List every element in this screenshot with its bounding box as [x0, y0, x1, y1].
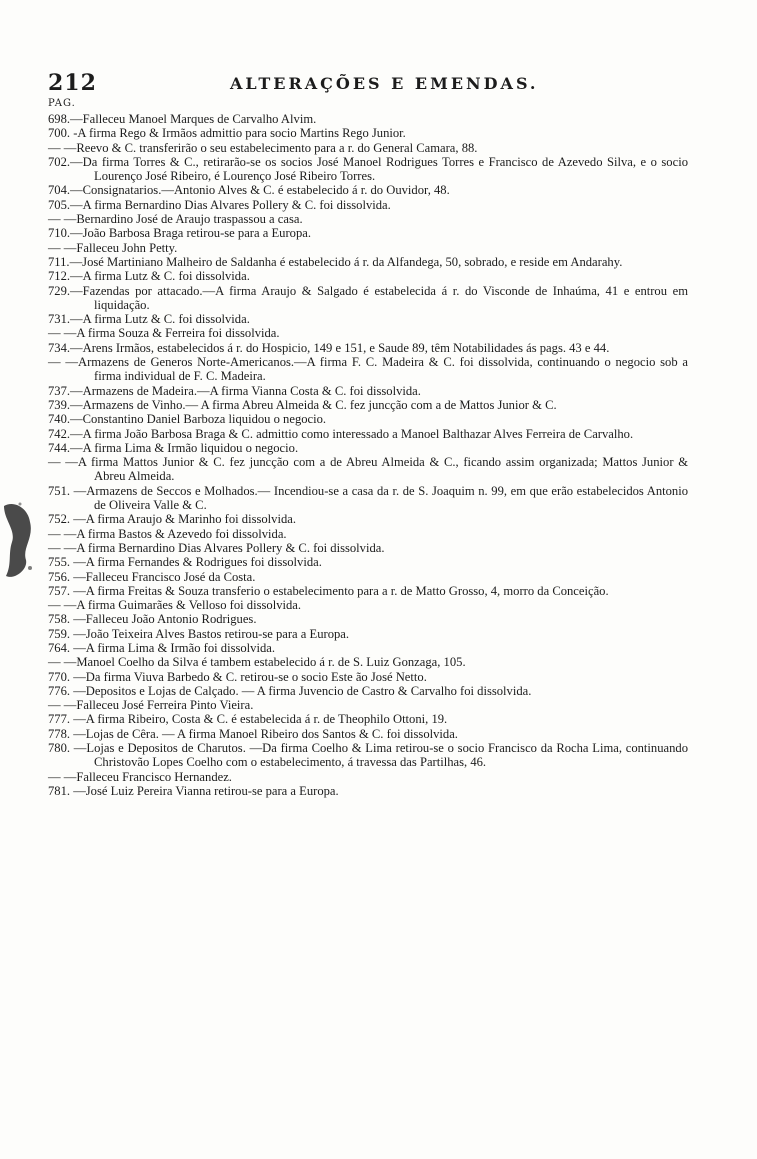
- entry-text: Manoel Coelho da Silva é tambem estabelecido á r. de S. Luiz Gonzaga, 105.: [76, 655, 466, 670]
- entry-page-ref: 752. —: [48, 512, 86, 527]
- entry-text: Fazendas por attacado.—A firma Araujo & Salgado é estabelecida á r. do Visconde de Inhaúma, 41 e entrou em liquidação.: [82, 283, 688, 312]
- entry-text: A firma Souza & Ferreira foi dissolvida.: [76, 326, 280, 341]
- entry-text: João Teixeira Alves Bastos retirou-se para a Europa.: [85, 626, 350, 641]
- entry-page-ref: 751. —: [48, 483, 87, 498]
- entry-page-ref: — —: [48, 540, 77, 555]
- list-item: [48, 698, 688, 712]
- entry-page-ref: 770. —: [48, 669, 86, 684]
- entry-text: Depositos e Lojas de Calçado. — A firma Juvencio de Castro & Carvalho foi dissolvida.: [85, 683, 532, 698]
- list-item: [48, 784, 688, 798]
- entry-page-ref: 712.—: [48, 269, 83, 284]
- entry-page-ref: — —: [48, 355, 78, 370]
- list-item: [48, 198, 688, 212]
- list-item: [48, 212, 688, 226]
- entry-page-ref: 731.—: [48, 312, 83, 327]
- list-item: [48, 326, 688, 340]
- running-title: ALTERAÇÕES E EMENDAS.: [230, 74, 539, 93]
- entry-page-ref: 698.—: [48, 112, 83, 126]
- entry-page-ref: 780. —: [48, 741, 87, 756]
- list-item: [48, 712, 688, 726]
- entry-text: Armazens de Seccos e Molhados.— Incendiou-se a casa da r. de S. Joaquim n. 99, em que erão estabelecidos Antonio de Oliveira Valle & C.: [86, 483, 689, 513]
- list-item: [48, 384, 688, 398]
- entry-text: A firma João Barbosa Braga & C. admittio como interessado a Manoel Balthazar Alves Ferreira de Carvalho.: [82, 426, 634, 441]
- list-item: [48, 527, 688, 541]
- list-item: [48, 241, 688, 255]
- entry-page-ref: — —: [48, 698, 77, 713]
- entry-text: Arens Irmãos, estabelecidos á r. do Hospicio, 149 e 151, e Saude 89, têm Notabilidades ás pags. 43 e 44.: [82, 340, 610, 355]
- list-item: [48, 684, 688, 698]
- entry-text: Falleceu Francisco Hernandez.: [76, 769, 232, 784]
- entry-text: Falleceu Manoel Marques de Carvalho Alvim.: [82, 112, 317, 126]
- entry-text: José Luiz Pereira Vianna retirou-se para a Europa.: [85, 783, 339, 798]
- entry-text: Armazens de Madeira.—A firma Vianna Costa & C. foi dissolvida.: [82, 383, 421, 398]
- entry-page-ref: — —: [48, 140, 77, 155]
- entry-text: João Barbosa Braga retirou-se para a Europa.: [82, 226, 311, 241]
- entry-page-ref: 704.—: [48, 183, 83, 198]
- entry-text: Falleceu Francisco José da Costa.: [85, 569, 256, 584]
- entry-page-ref: 756. —: [48, 569, 86, 584]
- list-item: [48, 655, 688, 669]
- entry-page-ref: 740.—: [48, 412, 83, 427]
- entry-page-ref: 778. —: [48, 726, 86, 741]
- list-item: [48, 126, 688, 140]
- list-item: [48, 412, 688, 426]
- list-item: [48, 612, 688, 626]
- page-header: [48, 70, 688, 96]
- entry-page-ref: 710.—: [48, 226, 83, 241]
- entry-text: A firma Mattos Junior & C. fez juncção com a de Abreu Almeida & C., ficando assim organizada; Mattos Junior & Abreu Almeida.: [77, 455, 688, 484]
- entry-text: Reevo & C. transferirão o seu estabelecimento para a r. do General Camara, 88.: [76, 140, 478, 155]
- entry-text: José Martiniano Malheiro de Saldanha é estabelecido á r. da Alfandega, 50, sobrado, e reside em Andarahy.: [82, 254, 623, 269]
- list-item: [48, 584, 688, 598]
- list-item: [48, 398, 688, 412]
- entry-page-ref: 700. -: [48, 126, 78, 141]
- entry-page-ref: 758. —: [48, 612, 86, 627]
- entry-page-ref: — —: [48, 769, 77, 784]
- entry-text: A firma Lima & Irmão liquidou o negocio.: [82, 440, 299, 455]
- entry-text: A firma Araujo & Marinho foi dissolvida.: [85, 512, 297, 527]
- list-item: [48, 555, 688, 569]
- list-item: [48, 770, 688, 784]
- pag-column-label: PAG.: [48, 98, 76, 109]
- entry-text: A firma Lutz & C. foi dissolvida.: [82, 269, 250, 284]
- list-item: [48, 598, 688, 612]
- list-item: [48, 484, 688, 513]
- entry-page-ref: 776. —: [48, 683, 86, 698]
- entry-text: Constantino Daniel Barboza liquidou o negocio.: [82, 412, 327, 427]
- entry-page-ref: 755. —: [48, 555, 86, 570]
- list-item: [48, 284, 688, 313]
- list-item: [48, 226, 688, 240]
- entry-text: Consignatarios.—Antonio Alves & C. é estabelecido á r. do Ouvidor, 48.: [82, 183, 450, 198]
- entry-text: A firma Bastos & Azevedo foi dissolvida.: [76, 526, 287, 541]
- entry-page-ref: — —: [48, 526, 77, 541]
- entry-page-ref: 742.—: [48, 426, 83, 441]
- entry-text: Falleceu John Petty.: [76, 240, 178, 255]
- list-item: [48, 141, 688, 155]
- entry-text: Da firma Viuva Barbedo & C. retirou-se o socio Este ão José Netto.: [85, 669, 427, 684]
- list-item: [48, 455, 688, 484]
- entry-page-ref: 777. —: [48, 712, 86, 727]
- entry-page-ref: 711.—: [48, 254, 83, 269]
- entry-text: Bernardino José de Araujo traspassou a casa.: [76, 212, 303, 227]
- list-item: [48, 255, 688, 269]
- list-item: [48, 427, 688, 441]
- entries-list: [48, 112, 688, 798]
- ink-stain-decoration: [0, 498, 40, 582]
- list-item: [48, 355, 688, 384]
- entry-text: Lojas de Cêra. — A firma Manoel Ribeiro dos Santos & C. foi dissolvida.: [85, 726, 458, 741]
- list-item: [48, 627, 688, 641]
- entry-page-ref: 781. —: [48, 783, 86, 798]
- entry-text: A firma Ribeiro, Costa & C. é estabelecida á r. de Theophilo Ottoni, 19.: [85, 712, 448, 727]
- list-item: [48, 512, 688, 526]
- entry-page-ref: 737.—: [48, 383, 83, 398]
- entry-page-ref: — —: [48, 212, 77, 227]
- entry-text: Lojas e Depositos de Charutos. —Da firma Coelho & Lima retirou-se o socio Francisco da Rocha Lima, continuando Christovão Lopes Coelho com o estabelecimento, á travessa das Partilhas, 46.: [86, 741, 689, 770]
- entry-page-ref: 764. —: [48, 640, 86, 655]
- entry-page-ref: 734.—: [48, 340, 83, 355]
- list-item: [48, 441, 688, 455]
- entry-text: A firma Fernandes & Rodrigues foi dissolvida.: [85, 555, 322, 570]
- entry-text: Falleceu João Antonio Rodrigues.: [85, 612, 257, 627]
- entry-page-ref: 757. —: [48, 583, 86, 598]
- list-item: [48, 269, 688, 283]
- entry-page-ref: 702.—: [48, 154, 83, 169]
- list-item: [48, 312, 688, 326]
- entry-page-ref: 729.—: [48, 283, 83, 298]
- list-item: [48, 541, 688, 555]
- entry-text: A firma Rego & Irmãos admittio para socio Martins Rego Junior.: [77, 126, 406, 141]
- entry-text: A firma Lima & Irmão foi dissolvida.: [85, 640, 276, 655]
- list-item: [48, 112, 688, 126]
- entry-page-ref: 739.—: [48, 397, 83, 412]
- entry-page-ref: — —: [48, 455, 78, 470]
- list-item: [48, 570, 688, 584]
- entry-page-ref: 744.—: [48, 440, 83, 455]
- entry-text: Da firma Torres & C., retirarão-se os socios José Manoel Rodrigues Torres e Francisco de Azevedo Silva, e o socio Lourenço José Ribeiro, é Lourenço José Ribeiro Torres.: [82, 154, 688, 184]
- entry-page-ref: — —: [48, 326, 77, 341]
- list-item: [48, 155, 688, 184]
- list-item: [48, 670, 688, 684]
- entry-page-ref: — —: [48, 598, 77, 613]
- entry-page-ref: 759. —: [48, 626, 86, 641]
- entry-text: A firma Bernardino Dias Alvares Pollery & C. foi dissolvida.: [82, 197, 391, 212]
- list-item: [48, 341, 688, 355]
- entry-page-ref: — —: [48, 655, 77, 670]
- entry-page-ref: — —: [48, 240, 77, 255]
- list-item: [48, 727, 688, 741]
- entry-text: A firma Lutz & C. foi dissolvida.: [82, 312, 250, 327]
- entry-text: A firma Bernardino Dias Alvares Pollery & C. foi dissolvida.: [76, 540, 385, 555]
- entry-page-ref: 705.—: [48, 197, 83, 212]
- entry-text: A firma Guimarães & Velloso foi dissolvida.: [76, 598, 302, 613]
- entry-text: A firma Freitas & Souza transferio o estabelecimento para a r. de Matto Grosso, 4, morro da Conceição.: [85, 583, 609, 598]
- list-item: [48, 741, 688, 770]
- entry-text: Armazens de Vinho.— A firma Abreu Almeida & C. fez juncção com a de Mattos Junior & C.: [82, 397, 557, 412]
- page-number: 212: [48, 70, 97, 96]
- list-item: [48, 183, 688, 197]
- entry-text: Armazens de Generos Norte-Americanos.—A firma F. C. Madeira & C. foi dissolvida, continuando o negocio sob a firma individual de F. C. Madeira.: [77, 355, 688, 384]
- list-item: [48, 641, 688, 655]
- entry-text: Falleceu José Ferreira Pinto Vieira.: [76, 698, 254, 713]
